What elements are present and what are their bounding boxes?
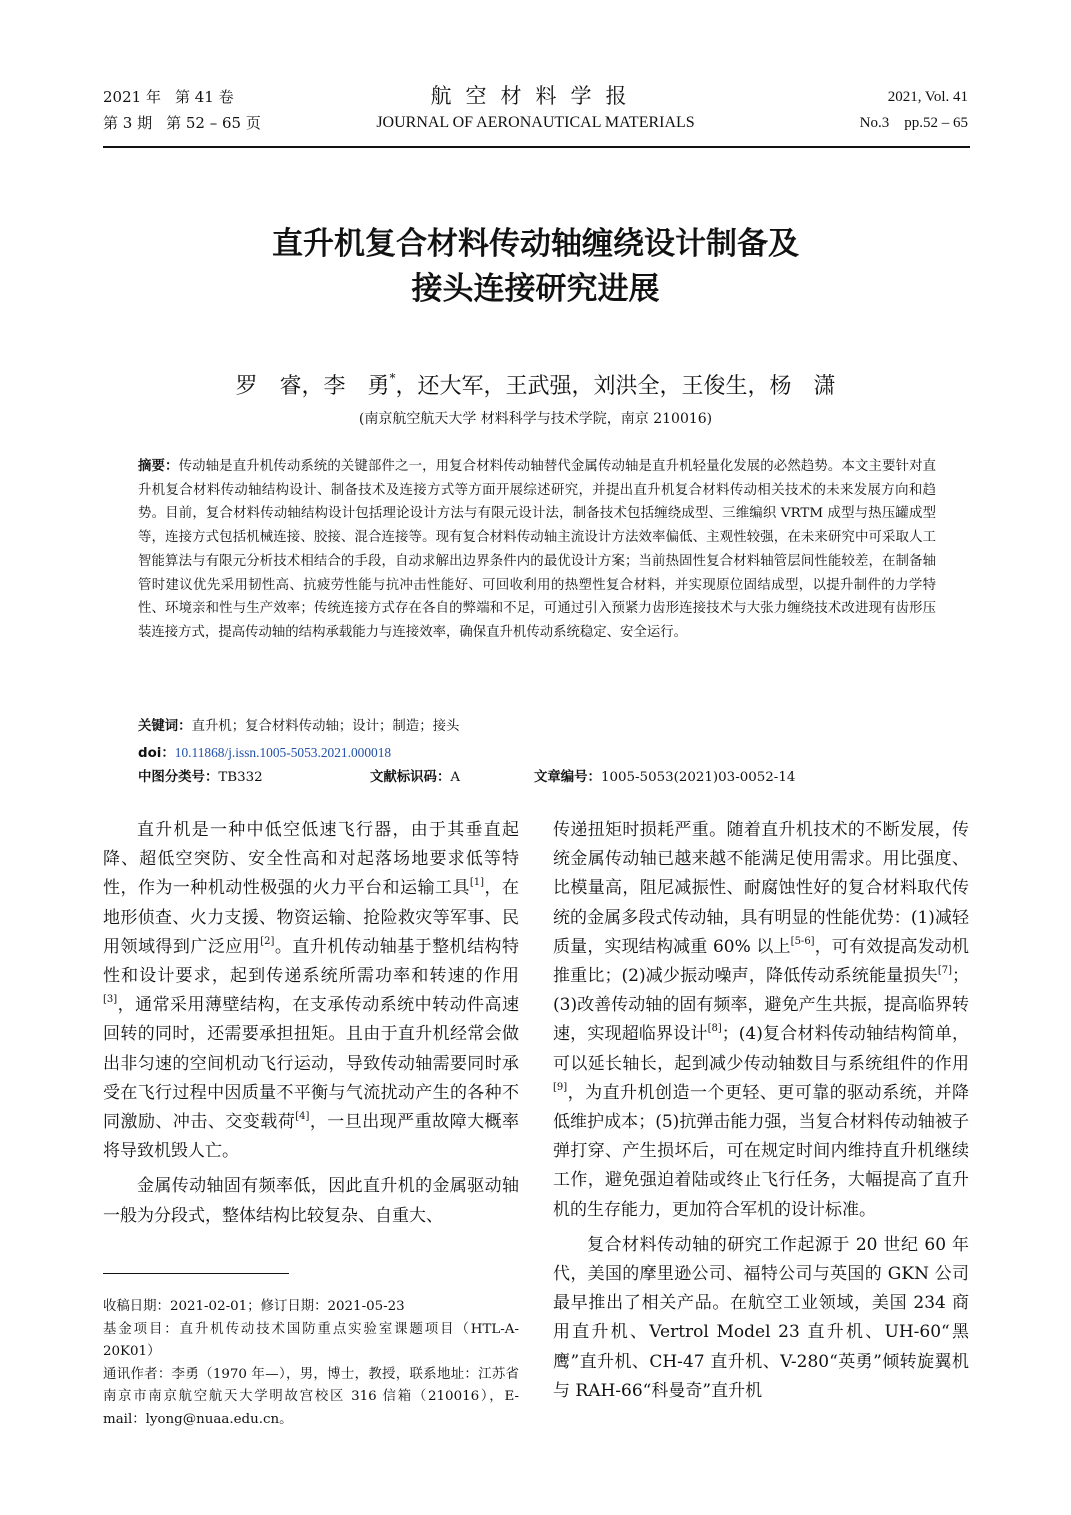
body-text: ，在地形侦查、火力支援、物资运输、抢险救灾等军事、民用领域得到广泛应用: [103, 878, 520, 957]
clc-value: TB332: [218, 770, 263, 785]
footnote-author: 通讯作者：李勇（1970 年—），男，博士，教授，联系地址：江苏省南京市南京航空航天大学明故宫校区 316 信箱（210016），E-mail：lyong@nuaa.edu.cn。: [103, 1366, 519, 1427]
doc-code: [370, 767, 460, 789]
affiliation: (南京航空航天大学 材料科学与技术学院，南京 210016): [358, 411, 713, 427]
body-text: ；(4)复合材料传动轴结构简单，可以延长轴长，起到减少传动轴数目与系统组件的作用: [553, 1024, 969, 1074]
header-pages: 第 52 – 65 页: [166, 114, 261, 132]
footnotes: [103, 1296, 519, 1432]
body-right-column: [553, 816, 969, 1406]
doc-label: 文献标识码：: [370, 770, 451, 785]
body-text: 传递扭矩时损耗严重。随着直升机技术的不断发展，传统金属传动轴已越来越不能满足使用需求。用比强度、比模量高，阻尼减振性、耐腐蚀性好的复合材料取代传统的金属多段式传动轴，具有明显的性能优势：(1)减轻质量，实现结构减重 60% 以上: [553, 820, 969, 957]
paper-title-line2: 接头连接研究进展: [411, 271, 660, 307]
citation[interactable]: [9]: [553, 1081, 568, 1093]
keywords-text: 直升机；复合材料传动轴；设计；制造；接头: [191, 719, 460, 734]
journal-name-en: JOURNAL OF AERONAUTICAL MATERIALS: [376, 114, 695, 131]
header-issue-pages-en: No.3 pp.52 – 65: [859, 115, 968, 131]
citation[interactable]: [3]: [103, 994, 118, 1006]
body-paragraph: [553, 816, 969, 1225]
abstract-text: 传动轴是直升机传动系统的关键部件之一，用复合材料传动轴替代金属传动轴是直升机轻量化发展的必然趋势。本文主要针对直升机复合材料传动轴结构设计、制备技术及连接方式等方面开展综述研究，并提出直升机复合材料传动相关技术的未来发展方向和趋势。目前，复合材料传动轴结构设计包括理论设计方法与有限元设计法，制备技术包括缠绕成型、三维编织 VRTM 成型与热压罐成型等，连接方式包括机械连接、胶接、混合连接等。现有复合材料传动轴主流设计方法效率偏低、主观性较强，在未来研究中可采取人工智能算法与有限元分析技术相结合的手段，自动求解出边界条件内的最优设计方案；当前热固性复合材料轴管层间性能较差，在制备轴管时建议优先采用韧性高、抗疲劳性能与抗冲击性能好、可回收利用的热塑性复合材料，并实现原位固结成型，以提升制件的力学特性、环境亲和性与生产效率；传统连接方式存在各自的弊端和不足，可通过引入预紧力齿形连接技术与大张力缠绕技术改进现有齿形压装连接方式，提高传动轴的结构承载能力与连接效率，确保直升机传动系统稳定、安全运行。: [138, 459, 937, 640]
body-text: ；(3)改善传动轴的固有频率，避免产生共振，提高临界转速，实现超临界设计: [553, 966, 969, 1045]
art-label: 文章编号：: [534, 770, 601, 785]
header-volume: 第 41 卷: [174, 88, 234, 106]
paper-title: [0, 222, 1071, 312]
citation[interactable]: [5-6]: [790, 935, 815, 947]
doi-link[interactable]: 10.11868/j.issn.1005-5053.2021.000018: [174, 745, 392, 760]
footnote-received: 收稿日期：2021-02-01；修订日期：2021-05-23: [103, 1299, 405, 1314]
journal-name-cn: 航空材料学报: [430, 84, 641, 108]
header-rule: [103, 146, 970, 148]
article-number: [534, 767, 795, 789]
header-year-volume-en: 2021, Vol. 41: [887, 89, 968, 105]
corresponding-mark: *: [389, 371, 396, 385]
keywords: [138, 716, 936, 738]
body-text: ，可有效提高发动机推重比；(2)减少振动噪声，降低传动系统能量损失: [553, 936, 970, 987]
body-text: 直升机是一种中低空低速飞行器，由于其垂直起降、超低空突防、安全性高和对起落场地要求低等特性，作为一种机动性极强的火力平台和运输工具: [103, 820, 519, 899]
body-left-column: [103, 816, 519, 1231]
body-text: ，一旦出现严重故障大概率将导致机毁人亡。: [103, 1112, 520, 1162]
clc-label: 中图分类号：: [138, 770, 219, 785]
body-paragraph: [103, 816, 519, 1166]
doi: [138, 742, 936, 765]
authors-first: 罗 睿，李 勇: [235, 374, 390, 399]
abstract-label: 摘要：: [138, 459, 179, 474]
clc-number: [138, 767, 263, 789]
citation[interactable]: [2]: [260, 935, 275, 947]
doi-label: doi：: [138, 746, 175, 761]
citation[interactable]: [8]: [707, 1023, 722, 1035]
art-value: 1005-5053(2021)03-0052-14: [600, 770, 796, 785]
body-text: 。直升机传动轴基于整机结构特性和设计要求，起到传递系统所需功率和转速的作用: [103, 936, 520, 987]
citation[interactable]: [7]: [937, 965, 952, 977]
authors-rest: ，还大军，王武强，刘洪全，王俊生，杨 潇: [395, 374, 836, 399]
header-right: [860, 84, 968, 136]
body-paragraph: 复合材料传动轴的研究工作起源于 20 世纪 60 年代，美国的摩里逊公司、福特公司与英国的 GKN 公司最早推出了相关产品。在航空工业领域，美国 234 商用直升机、Vertrol Model 23 直升机、UH-60“黑鹰”直升机、CH-47 直升机、V-280“英勇”倾转旋翼机与 RAH-66“科曼奇”直升机: [553, 1234, 969, 1401]
footnote-fund: 基金项目：直升机传动技术国防重点实验室课题项目（HTL-A-20K01）: [103, 1321, 519, 1360]
body-text: ，通常采用薄壁结构，在支承传动系统中转动件高速回转的同时，还需要承担扭矩。且由于直升机经常会做出非匀速的空间机动飞行运动，导致传动轴需要同时承受在飞行过程中因质量不平衡与气流扰动产生的各种不同激励、冲击、交变载荷: [103, 995, 519, 1133]
citation[interactable]: [4]: [295, 1111, 310, 1123]
header-year: 2021 年: [103, 88, 161, 106]
abstract: [138, 455, 936, 645]
body-text: ，为直升机创造一个更轻、更可靠的驱动系统，并降低维护成本；(5)抗弹击能力强，当复合材料传动轴被子弹打穿、产生损坏后，可在规定时间内维持直升机继续工作，避免强迫着陆或终止飞行任务，大幅提高了直升机的生存能力，更加符合军机的设计标准。: [553, 1082, 969, 1220]
citation[interactable]: [1]: [469, 877, 485, 889]
doc-value: A: [450, 770, 461, 785]
keywords-label: 关键词：: [138, 719, 192, 734]
header-issue: 第 3 期: [103, 114, 153, 132]
authors: [0, 362, 1071, 403]
footnote-rule: [103, 1273, 289, 1274]
paper-title-line1: 直升机复合材料传动轴缠绕设计制备及: [272, 226, 799, 262]
body-paragraph: 金属传动轴固有频率低，因此直升机的金属驱动轴一般为分段式，整体结构比较复杂、自重大、: [103, 1176, 519, 1226]
